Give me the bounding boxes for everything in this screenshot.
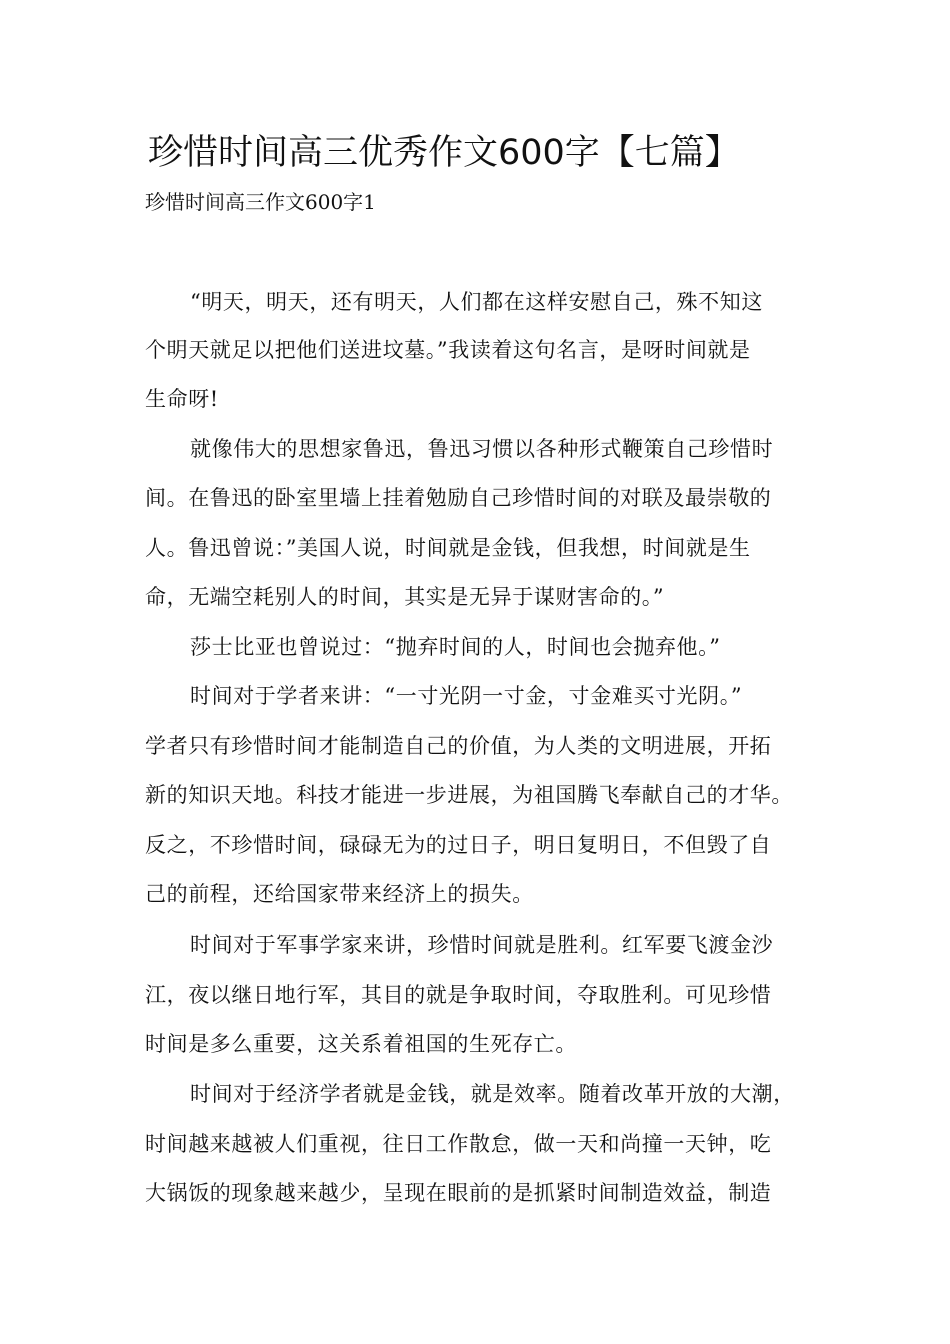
text-line: 时间是多么重要，这关系着祖国的生死存亡。 xyxy=(145,1032,577,1056)
text-line: 时间对于经济学者就是金钱，就是效率。随着改革开放的大潮， xyxy=(190,1082,795,1106)
text-line: 人。鲁迅曾说：”美国人说，时间就是金钱，但我想，时间就是生 xyxy=(145,536,751,560)
text-line: 学者只有珍惜时间才能制造自己的价值，为人类的文明进展，开拓 xyxy=(145,734,772,758)
section-heading: 珍惜时间高三作文600字1 xyxy=(145,190,376,214)
text-line: 命，无端空耗别人的时间，其实是无异于谋财害命的。” xyxy=(145,585,665,609)
text-line: 时间越来越被人们重视，往日工作散怠，做一天和尚撞一天钟，吃 xyxy=(145,1132,772,1156)
text-line: 反之，不珍惜时间，碌碌无为的过日子，明日复明日，不但毁了自 xyxy=(145,833,772,857)
text-line: 时间对于学者来讲：“一寸光阴一寸金，寸金难买寸光阴。” xyxy=(190,684,743,708)
text-line: 个明天就足以把他们送进坟墓。”我读着这句名言，是呀时间就是 xyxy=(145,338,751,362)
text-line: 莎士比亚也曾说过：“抛弃时间的人，时间也会抛弃他。” xyxy=(190,635,721,659)
document-title: 珍惜时间高三优秀作文600字【七篇】 xyxy=(148,133,740,173)
text-line: 就像伟大的思想家鲁迅，鲁迅习惯以各种形式鞭策自己珍惜时 xyxy=(190,437,774,461)
text-line: 新的知识天地。科技才能进一步进展，为祖国腾飞奉献自己的才华。 xyxy=(145,783,793,807)
text-line: 间。在鲁迅的卧室里墙上挂着勉励自己珍惜时间的对联及最崇敬的 xyxy=(145,486,772,510)
text-line: 生命呀! xyxy=(145,387,219,411)
text-line: 大锅饭的现象越来越少，呈现在眼前的是抓紧时间制造效益，制造 xyxy=(145,1181,772,1205)
text-line: 江，夜以继日地行军，其目的就是争取时间，夺取胜利。可见珍惜 xyxy=(145,983,772,1007)
text-line: 己的前程，还给国家带来经济上的损失。 xyxy=(145,882,534,906)
text-line: “明天，明天，还有明天，人们都在这样安慰自己，殊不知这 xyxy=(190,290,763,314)
text-line: 时间对于军事学家来讲，珍惜时间就是胜利。红军要飞渡金沙 xyxy=(190,933,774,957)
